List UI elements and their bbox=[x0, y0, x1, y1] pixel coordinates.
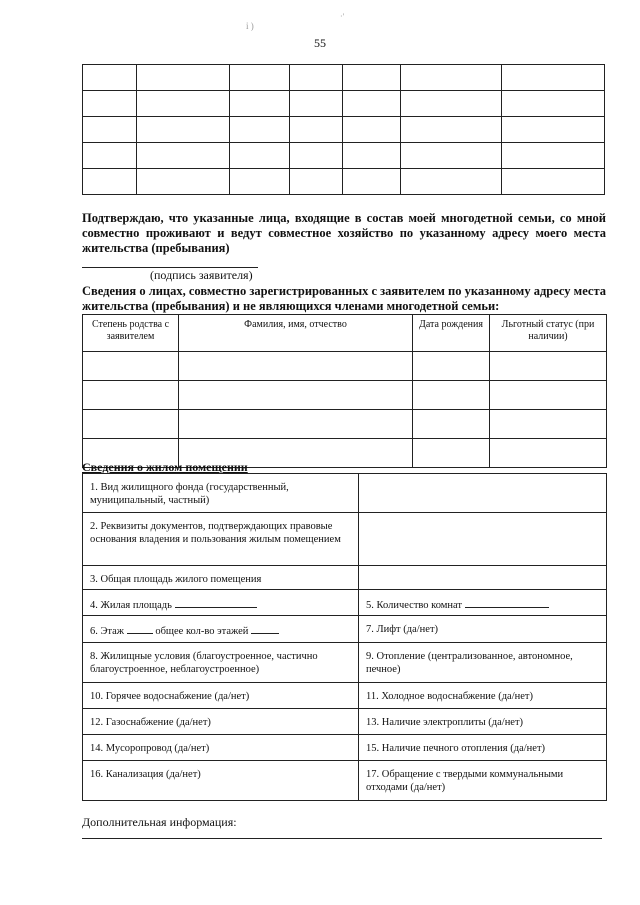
hot-water-cell[interactable] bbox=[83, 683, 359, 709]
table-cell[interactable] bbox=[502, 117, 605, 143]
rooms-count-cell[interactable] bbox=[359, 590, 607, 616]
floor-cell[interactable] bbox=[83, 616, 359, 643]
table-cell[interactable] bbox=[413, 410, 490, 439]
living-conditions-cell[interactable] bbox=[83, 643, 359, 683]
ownership-documents-label: 2. Реквизиты документов, подтверждающих правовые основания владения и пользования жилым помещением bbox=[83, 513, 359, 566]
table-cell[interactable] bbox=[230, 117, 290, 143]
ownership-documents-field[interactable] bbox=[359, 513, 607, 566]
living-area-cell[interactable] bbox=[83, 590, 359, 616]
total-area-field[interactable] bbox=[359, 566, 607, 590]
table-cell[interactable] bbox=[490, 352, 607, 381]
rooms-count-blank[interactable] bbox=[465, 597, 549, 608]
housing-heading: Сведения о жилом помещении bbox=[82, 460, 248, 474]
table-cell[interactable] bbox=[502, 65, 605, 91]
table-cell[interactable] bbox=[290, 169, 343, 195]
table-cell[interactable] bbox=[343, 169, 401, 195]
table-cell[interactable] bbox=[401, 91, 502, 117]
column-header-birth-date: Дата рождения bbox=[413, 315, 490, 352]
table-cell[interactable] bbox=[290, 117, 343, 143]
table-cell[interactable] bbox=[290, 91, 343, 117]
solid-waste-label: 17. Обращение с твердыми коммунальными отходами (да/нет) bbox=[366, 769, 564, 793]
table-cell[interactable] bbox=[83, 143, 137, 169]
table-cell[interactable] bbox=[230, 91, 290, 117]
table-cell[interactable] bbox=[401, 65, 502, 91]
table-row bbox=[83, 735, 607, 761]
total-floors-blank[interactable] bbox=[251, 623, 279, 634]
table-cell[interactable] bbox=[401, 117, 502, 143]
table-row bbox=[83, 352, 607, 381]
table-cell[interactable] bbox=[343, 91, 401, 117]
additional-info-label: Дополнительная информация: bbox=[82, 815, 237, 829]
signature-label: (подпись заявителя) bbox=[150, 268, 253, 282]
table-row bbox=[83, 117, 605, 143]
garbage-chute-cell[interactable] bbox=[83, 735, 359, 761]
table-cell[interactable] bbox=[137, 117, 230, 143]
confirmation-text: Подтверждаю, что указанные лица, входящие в состав моей многодетной семьи, со мной совместно проживают и ведут совместное хозяйство по указанному адресу моего места жительства (пребывания) bbox=[82, 211, 606, 255]
stove-heating-label: 15. Наличие печного отопления (да/нет) bbox=[366, 743, 546, 754]
additional-info-line[interactable] bbox=[82, 838, 602, 839]
table-cell[interactable] bbox=[490, 410, 607, 439]
co-registered-persons-table bbox=[82, 314, 607, 468]
co-registered-persons-heading: Сведения о лицах, совместно зарегистрированных с заявителем по указанному адресу места жительства (пребывания) и не являющихся членами многодетной семьи: bbox=[82, 284, 606, 313]
elevator-cell[interactable] bbox=[359, 616, 607, 643]
table-row bbox=[83, 143, 605, 169]
total-area-label: 3. Общая площадь жилого помещения bbox=[83, 566, 359, 590]
table-row bbox=[83, 169, 605, 195]
table-cell[interactable] bbox=[230, 143, 290, 169]
table-cell[interactable] bbox=[179, 352, 413, 381]
scan-mark: i ) bbox=[246, 21, 254, 31]
table-cell[interactable] bbox=[137, 65, 230, 91]
table-row bbox=[83, 91, 605, 117]
table-cell[interactable] bbox=[137, 91, 230, 117]
column-header-benefit-status: Льготный статус (при наличии) bbox=[490, 315, 607, 352]
table-cell[interactable] bbox=[401, 169, 502, 195]
table-cell[interactable] bbox=[83, 381, 179, 410]
elevator-label: 7. Лифт (да/нет) bbox=[366, 624, 439, 635]
table-row bbox=[83, 513, 607, 566]
stove-heating-cell[interactable] bbox=[359, 735, 607, 761]
housing-info-table bbox=[82, 473, 607, 801]
table-row bbox=[83, 643, 607, 683]
column-header-relation: Степень родства с заявителем bbox=[83, 315, 179, 352]
table-header-row bbox=[83, 315, 607, 352]
solid-waste-cell[interactable] bbox=[359, 761, 607, 801]
table-cell[interactable] bbox=[343, 65, 401, 91]
table-row bbox=[83, 616, 607, 643]
living-conditions-label: 8. Жилищные условия (благоустроенное, частично благоустроенное, неблагоустроенное) bbox=[90, 651, 318, 675]
table-cell[interactable] bbox=[83, 117, 137, 143]
electric-stove-label: 13. Наличие электроплиты (да/нет) bbox=[366, 717, 524, 728]
heating-label: 9. Отопление (централизованное, автономное, печное) bbox=[366, 651, 573, 675]
table-cell[interactable] bbox=[490, 439, 607, 468]
gas-supply-cell[interactable] bbox=[83, 709, 359, 735]
table-row bbox=[83, 566, 607, 590]
living-area-blank[interactable] bbox=[175, 597, 257, 608]
table-cell[interactable] bbox=[502, 91, 605, 117]
sewerage-label: 16. Канализация (да/нет) bbox=[90, 769, 201, 780]
table-cell[interactable] bbox=[83, 352, 179, 381]
table-cell[interactable] bbox=[83, 410, 179, 439]
floor-label: 6. Этаж bbox=[90, 626, 125, 637]
table-cell[interactable] bbox=[179, 410, 413, 439]
table-row bbox=[83, 410, 607, 439]
table-row bbox=[83, 65, 605, 91]
page-number: 55 bbox=[314, 36, 326, 50]
table-cell[interactable] bbox=[413, 439, 490, 468]
table-row bbox=[83, 683, 607, 709]
gas-supply-label: 12. Газоснабжение (да/нет) bbox=[90, 717, 211, 728]
table-cell[interactable] bbox=[401, 143, 502, 169]
table-row bbox=[83, 474, 607, 513]
table-cell[interactable] bbox=[343, 117, 401, 143]
scan-mark: ·′ bbox=[340, 12, 345, 21]
table-row bbox=[83, 590, 607, 616]
electric-stove-cell[interactable] bbox=[359, 709, 607, 735]
hot-water-label: 10. Горячее водоснабжение (да/нет) bbox=[90, 691, 250, 702]
garbage-chute-label: 14. Мусоропровод (да/нет) bbox=[90, 743, 210, 754]
table-cell[interactable] bbox=[83, 91, 137, 117]
housing-fund-type-field[interactable] bbox=[359, 474, 607, 513]
table-cell[interactable] bbox=[230, 169, 290, 195]
column-header-full-name: Фамилия, имя, отчество bbox=[179, 315, 413, 352]
table-cell[interactable] bbox=[137, 143, 230, 169]
table-cell[interactable] bbox=[137, 169, 230, 195]
table-cell[interactable] bbox=[490, 381, 607, 410]
table-cell[interactable] bbox=[290, 143, 343, 169]
family-members-table-continuation bbox=[82, 64, 605, 195]
table-cell[interactable] bbox=[83, 65, 137, 91]
table-cell[interactable] bbox=[502, 169, 605, 195]
cold-water-cell[interactable] bbox=[359, 683, 607, 709]
living-area-label: 4. Жилая площадь bbox=[90, 600, 172, 611]
table-cell[interactable] bbox=[290, 65, 343, 91]
housing-fund-type-label: 1. Вид жилищного фонда (государственный, муниципальный, частный) bbox=[83, 474, 359, 513]
table-row bbox=[83, 709, 607, 735]
table-row bbox=[83, 381, 607, 410]
floor-blank[interactable] bbox=[127, 623, 153, 634]
table-cell[interactable] bbox=[179, 381, 413, 410]
heating-cell[interactable] bbox=[359, 643, 607, 683]
table-cell[interactable] bbox=[343, 143, 401, 169]
rooms-count-label: 5. Количество комнат bbox=[366, 600, 463, 611]
cold-water-label: 11. Холодное водоснабжение (да/нет) bbox=[366, 691, 533, 702]
table-cell[interactable] bbox=[413, 381, 490, 410]
table-cell[interactable] bbox=[230, 65, 290, 91]
table-cell[interactable] bbox=[83, 169, 137, 195]
sewerage-cell[interactable] bbox=[83, 761, 359, 801]
table-cell[interactable] bbox=[502, 143, 605, 169]
total-floors-label: общее кол-во этажей bbox=[155, 626, 249, 637]
table-cell[interactable] bbox=[413, 352, 490, 381]
table-row bbox=[83, 761, 607, 801]
